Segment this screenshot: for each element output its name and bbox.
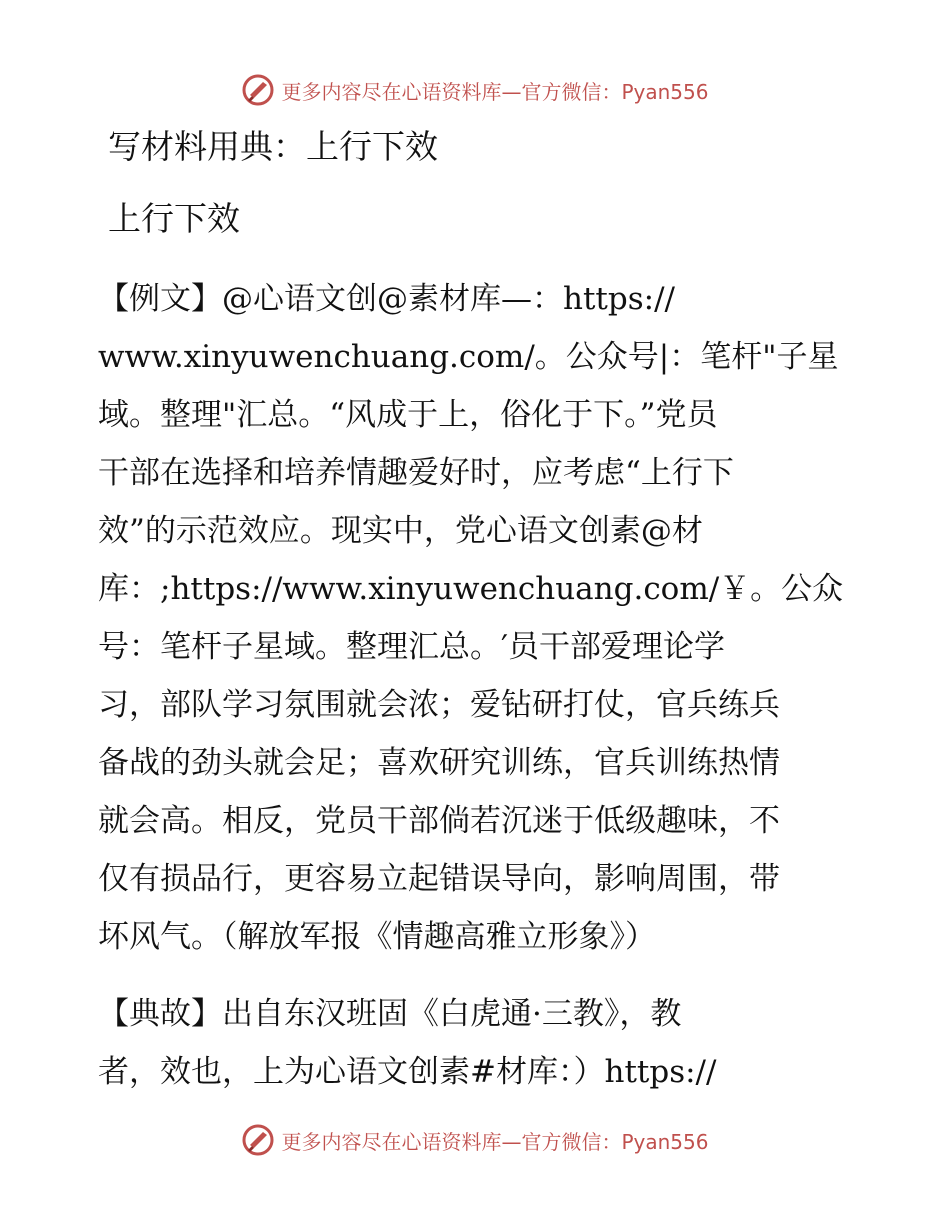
text-line: 习，部队学习氛围就会浓；爱钻研打仗，官兵练兵 bbox=[98, 687, 780, 723]
text-line: 者，效也，上为心语文创素#材库：）https:// bbox=[98, 1054, 717, 1090]
brush-logo-icon bbox=[241, 1123, 275, 1157]
text-line: 域。整理"汇总。“风成于上，俗化于下。”党员 bbox=[98, 397, 718, 433]
text-line: 坏风气。（解放军报《情趣高雅立形象》） bbox=[98, 919, 656, 955]
text-line: 就会高。相反，党员干部倘若沉迷于低级趣味，不 bbox=[98, 803, 780, 839]
text-line: 效”的示范效应。现实中，党心语文创素@材 bbox=[98, 513, 703, 549]
banner-text: 更多内容尽在心语资料库—官方微信：Pyan556 bbox=[281, 79, 709, 104]
watermark-banner-bottom bbox=[0, 1120, 950, 1160]
text-line: 仅有损品行，更容易立起错误导向，影响周围，带 bbox=[98, 861, 780, 897]
brush-logo-icon bbox=[241, 73, 275, 107]
text-line: 干部在选择和培养情趣爱好时，应考虑“上行下 bbox=[98, 455, 734, 491]
example-paragraph bbox=[98, 270, 858, 966]
text-line: 库：;https://www.xinyuwenchuang.com/￥。公众 bbox=[98, 571, 844, 607]
document-title: 写材料用典：上行下效 bbox=[108, 127, 438, 166]
text-line: www.xinyuwenchuang.com/。公众号|：笔杆"子星 bbox=[98, 339, 839, 375]
banner-text: 更多内容尽在心语资料库—官方微信：Pyan556 bbox=[281, 1129, 709, 1154]
text-line: 号：笔杆子星域。整理汇总。′员干部爱理论学 bbox=[98, 629, 726, 665]
allusion-paragraph bbox=[98, 985, 858, 1101]
text-line: 【例文】@心语文创@素材库—：https:// bbox=[98, 281, 675, 317]
text-line: 【典故】出自东汉班固《白虎通·三教》，教 bbox=[98, 996, 682, 1032]
watermark-banner-top bbox=[0, 70, 950, 110]
text-line: 备战的劲头就会足；喜欢研究训练，官兵训练热情 bbox=[98, 745, 780, 781]
document-subtitle: 上行下效 bbox=[108, 199, 240, 238]
